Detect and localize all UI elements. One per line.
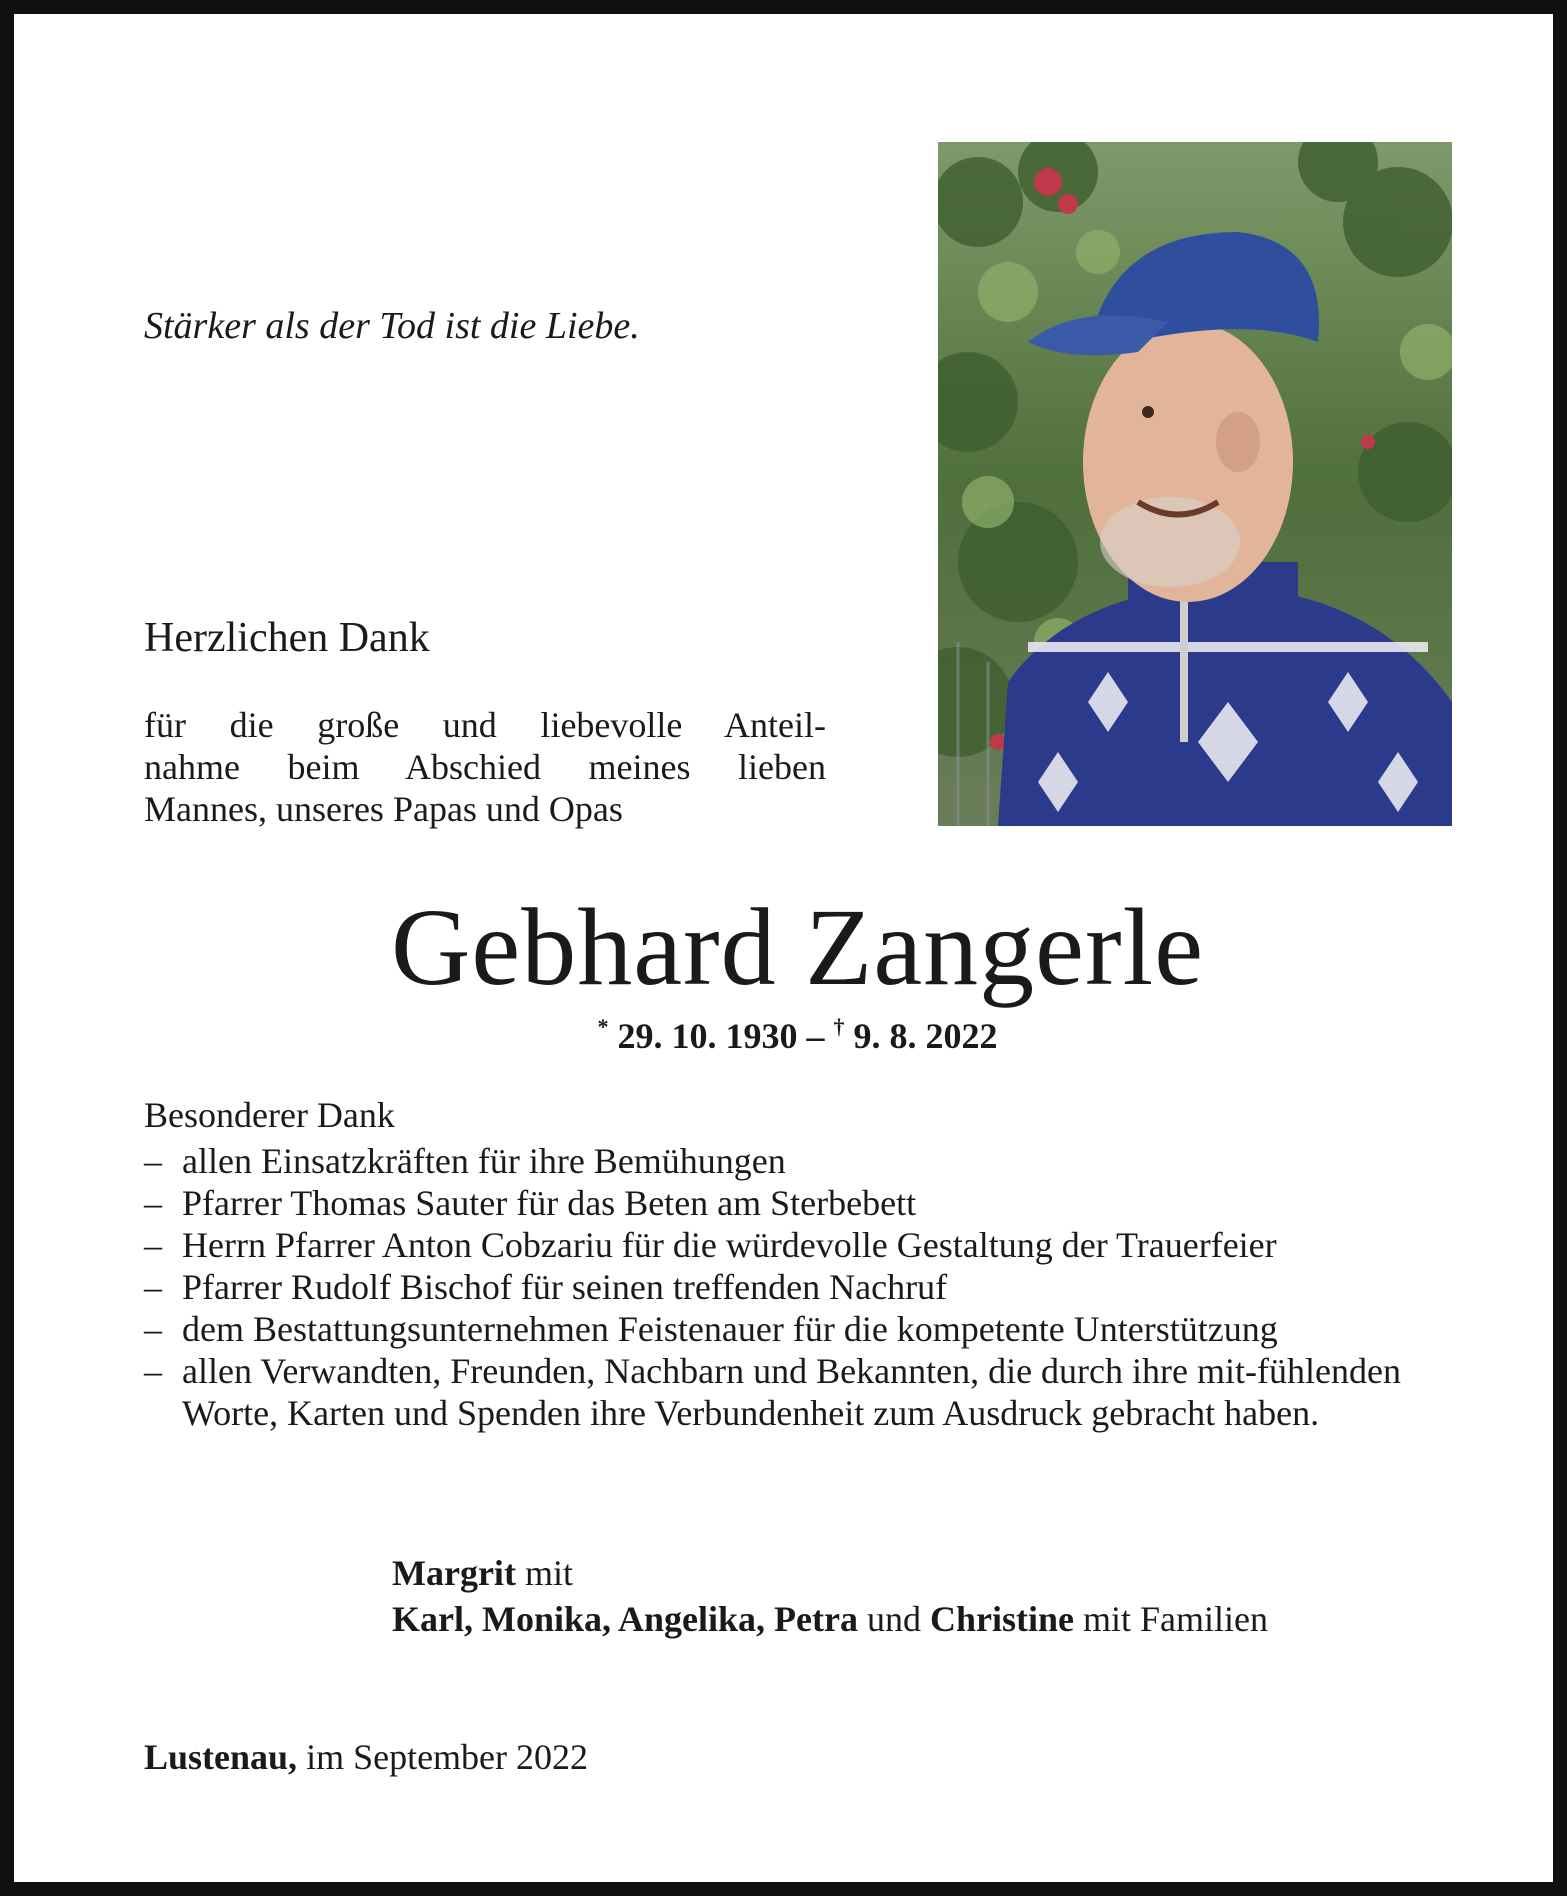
signature-line-1 xyxy=(392,1550,1268,1596)
signature-child: Christine xyxy=(929,1599,1074,1639)
death-symbol: † xyxy=(833,1014,845,1039)
dash: – xyxy=(144,1183,162,1223)
signature-text: und xyxy=(857,1599,930,1639)
list-item xyxy=(144,1182,1454,1224)
signature-text: mit Familien xyxy=(1073,1599,1268,1639)
thanks-intro xyxy=(144,704,826,830)
dash: – xyxy=(144,1267,162,1307)
intro-line: für die große und liebevolle Anteil- xyxy=(144,705,826,745)
dash: – xyxy=(144,1141,162,1181)
list-item xyxy=(144,1266,1454,1308)
list-item-text: Pfarrer Thomas Sauter für das Beten am Sterbebett xyxy=(182,1183,917,1223)
portrait-illustration xyxy=(938,142,1452,826)
list-item xyxy=(144,1224,1454,1266)
date-separator: – xyxy=(797,1016,834,1056)
thanks-heading: Herzlichen Dank xyxy=(144,615,430,661)
special-thanks-list xyxy=(144,1140,1454,1434)
signature-line-2 xyxy=(392,1596,1268,1642)
place-date-text: im September 2022 xyxy=(297,1737,589,1777)
intro-line: nahme beim Abschied meines lieben xyxy=(144,747,826,787)
list-item xyxy=(144,1308,1454,1350)
birth-symbol: * xyxy=(597,1014,609,1039)
motto: Stärker als der Tod ist die Liebe. xyxy=(144,305,640,347)
death-date: 9. 8. 2022 xyxy=(853,1016,998,1056)
list-item-text: Herrn Pfarrer Anton Cobzariu für die würdevolle Gestaltung der Trauerfeier xyxy=(182,1225,1277,1265)
place-city: Lustenau, xyxy=(144,1737,298,1777)
dash: – xyxy=(144,1309,162,1349)
birth-date: 29. 10. 1930 xyxy=(617,1016,798,1056)
list-item xyxy=(144,1350,1454,1434)
list-item-text: allen Einsatzkräften für ihre Bemühungen xyxy=(182,1141,786,1181)
list-item-text: allen Verwandten, Freunden, Nachbarn und Bekannten, die durch ihre mit-fühlenden Worte, Karten und Spenden ihre Verbundenheit zum Ausdruck gebracht haben. xyxy=(182,1351,1401,1433)
list-item-text: Pfarrer Rudolf Bischof für seinen treffenden Nachruf xyxy=(182,1267,948,1307)
deceased-name: Gebhard Zangerle xyxy=(390,886,1205,1008)
life-dates xyxy=(14,1014,1567,1057)
signature xyxy=(392,1550,1268,1642)
dash: – xyxy=(144,1351,162,1391)
special-thanks-heading: Besonderer Dank xyxy=(144,1095,395,1135)
signature-text: mit xyxy=(515,1553,573,1593)
portrait-photo xyxy=(938,142,1452,826)
place-date xyxy=(144,1736,588,1778)
signature-spouse: Margrit xyxy=(392,1553,516,1593)
intro-line: Mannes, unseres Papas und Opas xyxy=(144,789,623,829)
signature-children: Karl, Monika, Angelika, Petra xyxy=(392,1599,858,1639)
list-item-text: dem Bestattungsunternehmen Feistenauer für die kompetente Unterstützung xyxy=(182,1309,1278,1349)
list-item xyxy=(144,1140,1454,1182)
dash: – xyxy=(144,1225,162,1265)
